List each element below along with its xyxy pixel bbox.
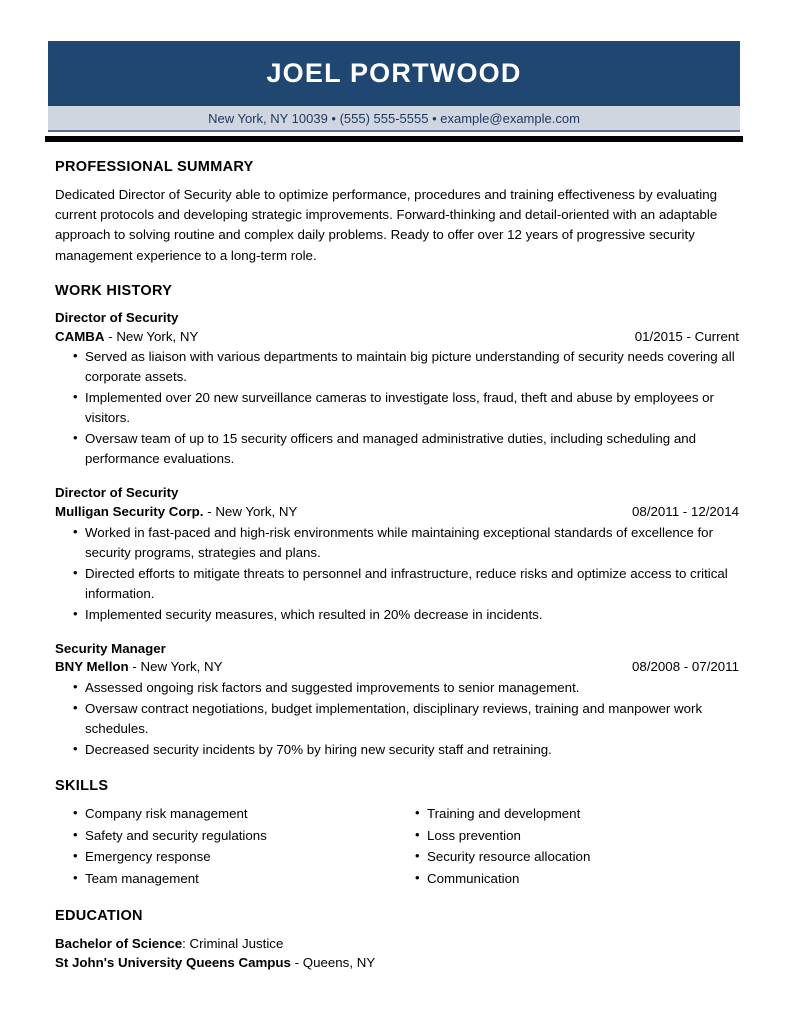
job-bullet-list: [55, 678, 739, 760]
education-degree: Bachelor of Science: [55, 935, 183, 951]
skills-column-right: [397, 804, 739, 891]
job-company-line: [55, 658, 739, 677]
section-title-work-history: WORK HISTORY: [55, 282, 173, 299]
list-item: • Security resource allocation: [397, 847, 739, 867]
list-item: • Implemented security measures, which resulted in 20% decrease in incidents.: [55, 605, 739, 625]
work-history-entry: [55, 309, 739, 469]
spacer: [55, 761, 739, 779]
job-company-name: Mulligan Security Corp.: [55, 503, 204, 519]
header-divider-rule: [45, 136, 743, 142]
education-school-location: - Queens, NY: [290, 954, 376, 970]
education-entry: [55, 934, 739, 953]
resume-body: [55, 160, 739, 972]
education-school: St John's University Queens Campus: [55, 954, 291, 970]
job-location: - New York, NY: [108, 328, 199, 344]
list-item: • Oversaw team of up to 15 security officers and managed administrative duties, including scheduling and performance evaluations.: [55, 429, 739, 469]
spacer: [55, 891, 739, 909]
job-company-name: CAMBA: [55, 328, 105, 344]
job-dates: 01/2015 - Current: [634, 328, 739, 344]
list-item: • Training and development: [397, 804, 739, 824]
contact-line: New York, NY 10039 • (555) 555-5555 • example@example.com: [208, 110, 580, 126]
job-company: [55, 503, 297, 522]
resume-header: [48, 41, 740, 132]
section-professional-summary: [55, 160, 739, 266]
list-item: • Loss prevention: [397, 826, 739, 846]
list-item: • Oversaw contract negotiations, budget implementation, disciplinary reviews, training and manpower work schedules.: [55, 699, 739, 739]
candidate-name: JOEL PORTWOOD: [266, 58, 522, 88]
section-title-education: EDUCATION: [55, 907, 143, 924]
contact-banner: [48, 106, 740, 132]
spacer: [55, 470, 739, 484]
work-history-entry: [55, 640, 739, 761]
job-bullet-list: [55, 347, 739, 469]
list-item: • Company risk management: [55, 804, 397, 824]
skills-columns: [55, 804, 739, 891]
education-field: : Criminal Justice: [182, 935, 284, 951]
spacer: [55, 266, 739, 284]
section-education: [55, 909, 739, 972]
job-location: - New York, NY: [207, 503, 298, 519]
list-item: • Worked in fast-paced and high-risk environments while maintaining exceptional standards of excellence for security programs, strategies and plans.: [55, 523, 739, 563]
skills-list: [397, 804, 739, 889]
work-history-entry: [55, 484, 739, 624]
list-item: • Decreased security incidents by 70% by hiring new security staff and retraining.: [55, 740, 739, 760]
job-title: Director of Security: [55, 309, 179, 325]
summary-paragraph: Dedicated Director of Security able to optimize performance, procedures and training effectiveness by evaluating current protocols and developing strategic improvements. Forward-thinking and detail-oriented with an adaptable approach to solving routine and complex daily problems. Ready to offer over 12 years of progressive security management experience to a long-term role.: [55, 186, 718, 263]
name-banner: [48, 41, 740, 106]
job-bullet-list: [55, 523, 739, 625]
job-company-name: BNY Mellon: [55, 659, 129, 675]
list-item: • Directed efforts to mitigate threats to personnel and infrastructure, reduce risks and optimize access to critical information.: [55, 564, 739, 604]
job-company-line: [55, 328, 739, 347]
list-item: • Assessed ongoing risk factors and suggested improvements to senior management.: [55, 678, 739, 698]
spacer: [55, 626, 739, 640]
section-title-summary: PROFESSIONAL SUMMARY: [55, 159, 254, 175]
section-skills: [55, 779, 739, 891]
skills-list: [55, 804, 397, 889]
job-title: Director of Security: [55, 485, 179, 501]
list-item: • Communication: [397, 869, 739, 889]
list-item: • Emergency response: [55, 847, 397, 867]
job-company: [55, 658, 223, 677]
section-work-history: [55, 284, 739, 760]
job-dates: 08/2011 - 12/2014: [632, 503, 739, 519]
job-company: [55, 328, 198, 347]
skills-column-left: [55, 804, 397, 891]
job-title: Security Manager: [55, 640, 166, 656]
list-item: • Served as liaison with various departments to maintain big picture understanding of security needs covering all corporate assets.: [55, 347, 739, 387]
list-item: • Safety and security regulations: [55, 826, 397, 846]
job-dates: 08/2008 - 07/2011: [632, 659, 739, 675]
list-item: • Implemented over 20 new surveillance cameras to investigate loss, fraud, theft and abuse by employees or visitors.: [55, 388, 739, 428]
list-item: • Team management: [55, 869, 397, 889]
job-company-line: [55, 503, 739, 522]
section-title-skills: SKILLS: [55, 778, 109, 794]
education-entry: [55, 953, 739, 972]
job-location: - New York, NY: [132, 659, 223, 675]
